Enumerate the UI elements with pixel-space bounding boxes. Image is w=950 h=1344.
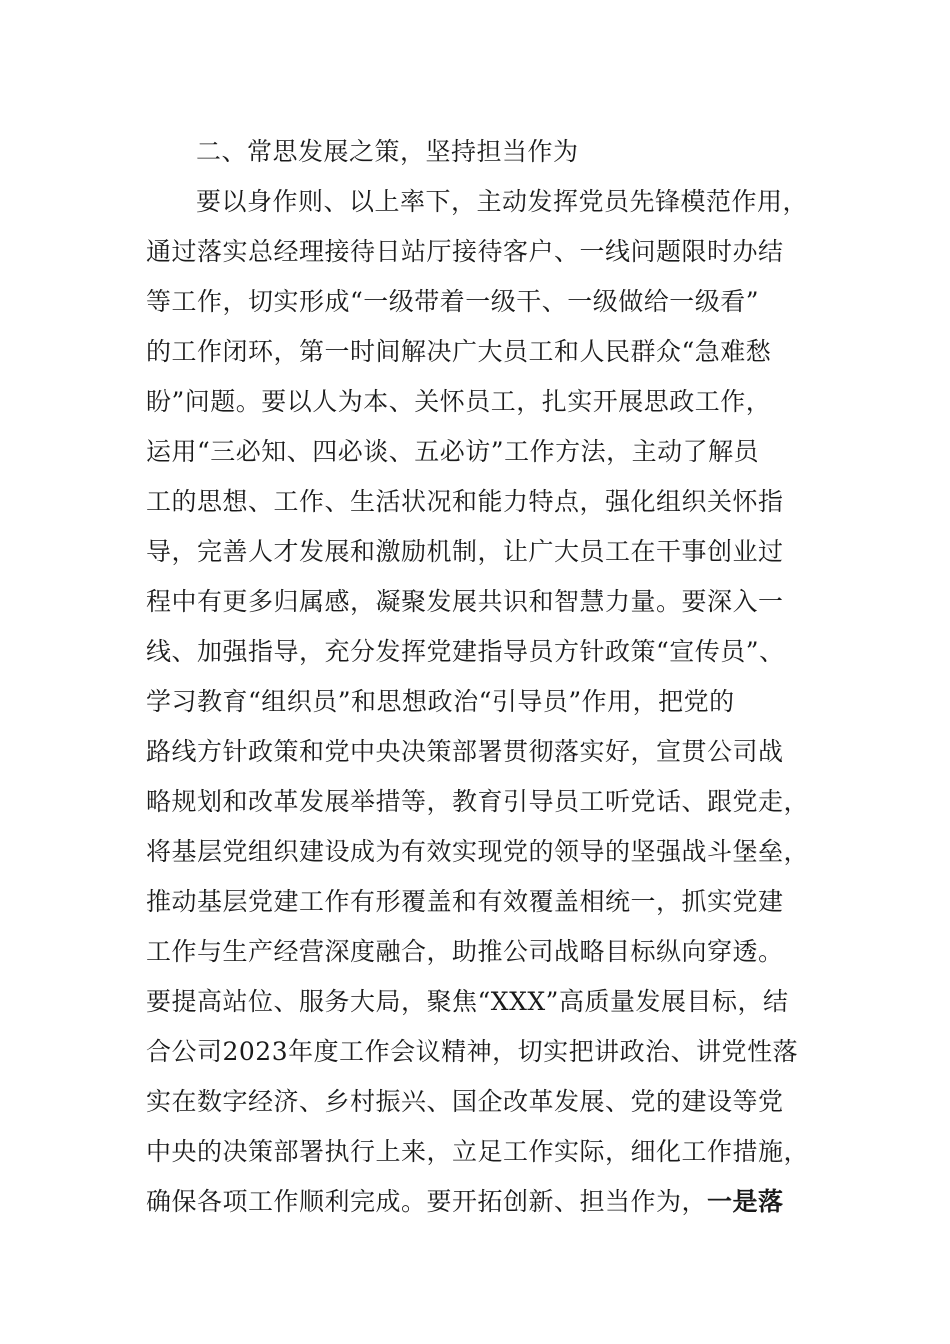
paragraph-line: 将基层党组织建设成为有效实现党的领导的坚强战斗堡垒， (146, 837, 810, 866)
paragraph-line: 合公司2023年度工作会议精神，切实把讲政治、讲党性落 (146, 1037, 799, 1066)
paragraph-line: 工作与生产经营深度融合，助推公司战略目标纵向穿透。 (146, 937, 784, 966)
last-line-text: 确保各项工作顺利完成。要开拓创新、担当作为， (146, 1187, 708, 1216)
paragraph-line: 通过落实总经理接待日站厅接待客户、一线问题限时办结 (146, 237, 784, 266)
paragraph-line: 要提高站位、服务大局，聚焦“XXX”高质量发展目标，结 (146, 987, 789, 1016)
paragraph-line: 导，完善人才发展和激励机制，让广大员工在干事创业过 (146, 537, 784, 566)
paragraph-line: 学习教育“组织员”和思想政治“引导员”作用，把党的 (146, 687, 735, 716)
paragraph-line: 盼”问题。要以人为本、关怀员工，扎实开展思政工作， (146, 387, 772, 416)
paragraph-line: 路线方针政策和党中央决策部署贯彻落实好，宣贯公司战 (146, 737, 784, 766)
paragraph-line-last (146, 1182, 806, 1222)
section-heading: 二、常思发展之策，坚持担当作为 (196, 137, 579, 166)
paragraph-line: 线、加强指导，充分发挥党建指导员方针政策“宣传员”、 (146, 637, 785, 666)
last-line-bold-text: 一是落 (707, 1187, 784, 1216)
paragraph-line: 的工作闭环，第一时间解决广大员工和人民群众“急难愁 (146, 337, 772, 366)
paragraph-line: 等工作，切实形成“一级带着一级干、一级做给一级看” (146, 287, 760, 316)
paragraph-line: 推动基层党建工作有形覆盖和有效覆盖相统一，抓实党建 (146, 887, 784, 916)
paragraph-line: 略规划和改革发展举措等，教育引导员工听党话、跟党走， (146, 787, 810, 816)
paragraph-line: 程中有更多归属感，凝聚发展共识和智慧力量。要深入一 (146, 587, 784, 616)
paragraph-line: 中央的决策部署执行上来，立足工作实际，细化工作措施， (146, 1137, 810, 1166)
paragraph-line: 工的思想、工作、生活状况和能力特点，强化组织关怀指 (146, 487, 784, 516)
paragraph-line: 运用“三必知、四必谈、五必访”工作方法，主动了解员 (146, 437, 760, 466)
paragraph-line: 实在数字经济、乡村振兴、国企改革发展、党的建设等党 (146, 1087, 784, 1116)
paragraph-line: 要以身作则、以上率下，主动发挥党员先锋模范作用， (196, 187, 809, 216)
